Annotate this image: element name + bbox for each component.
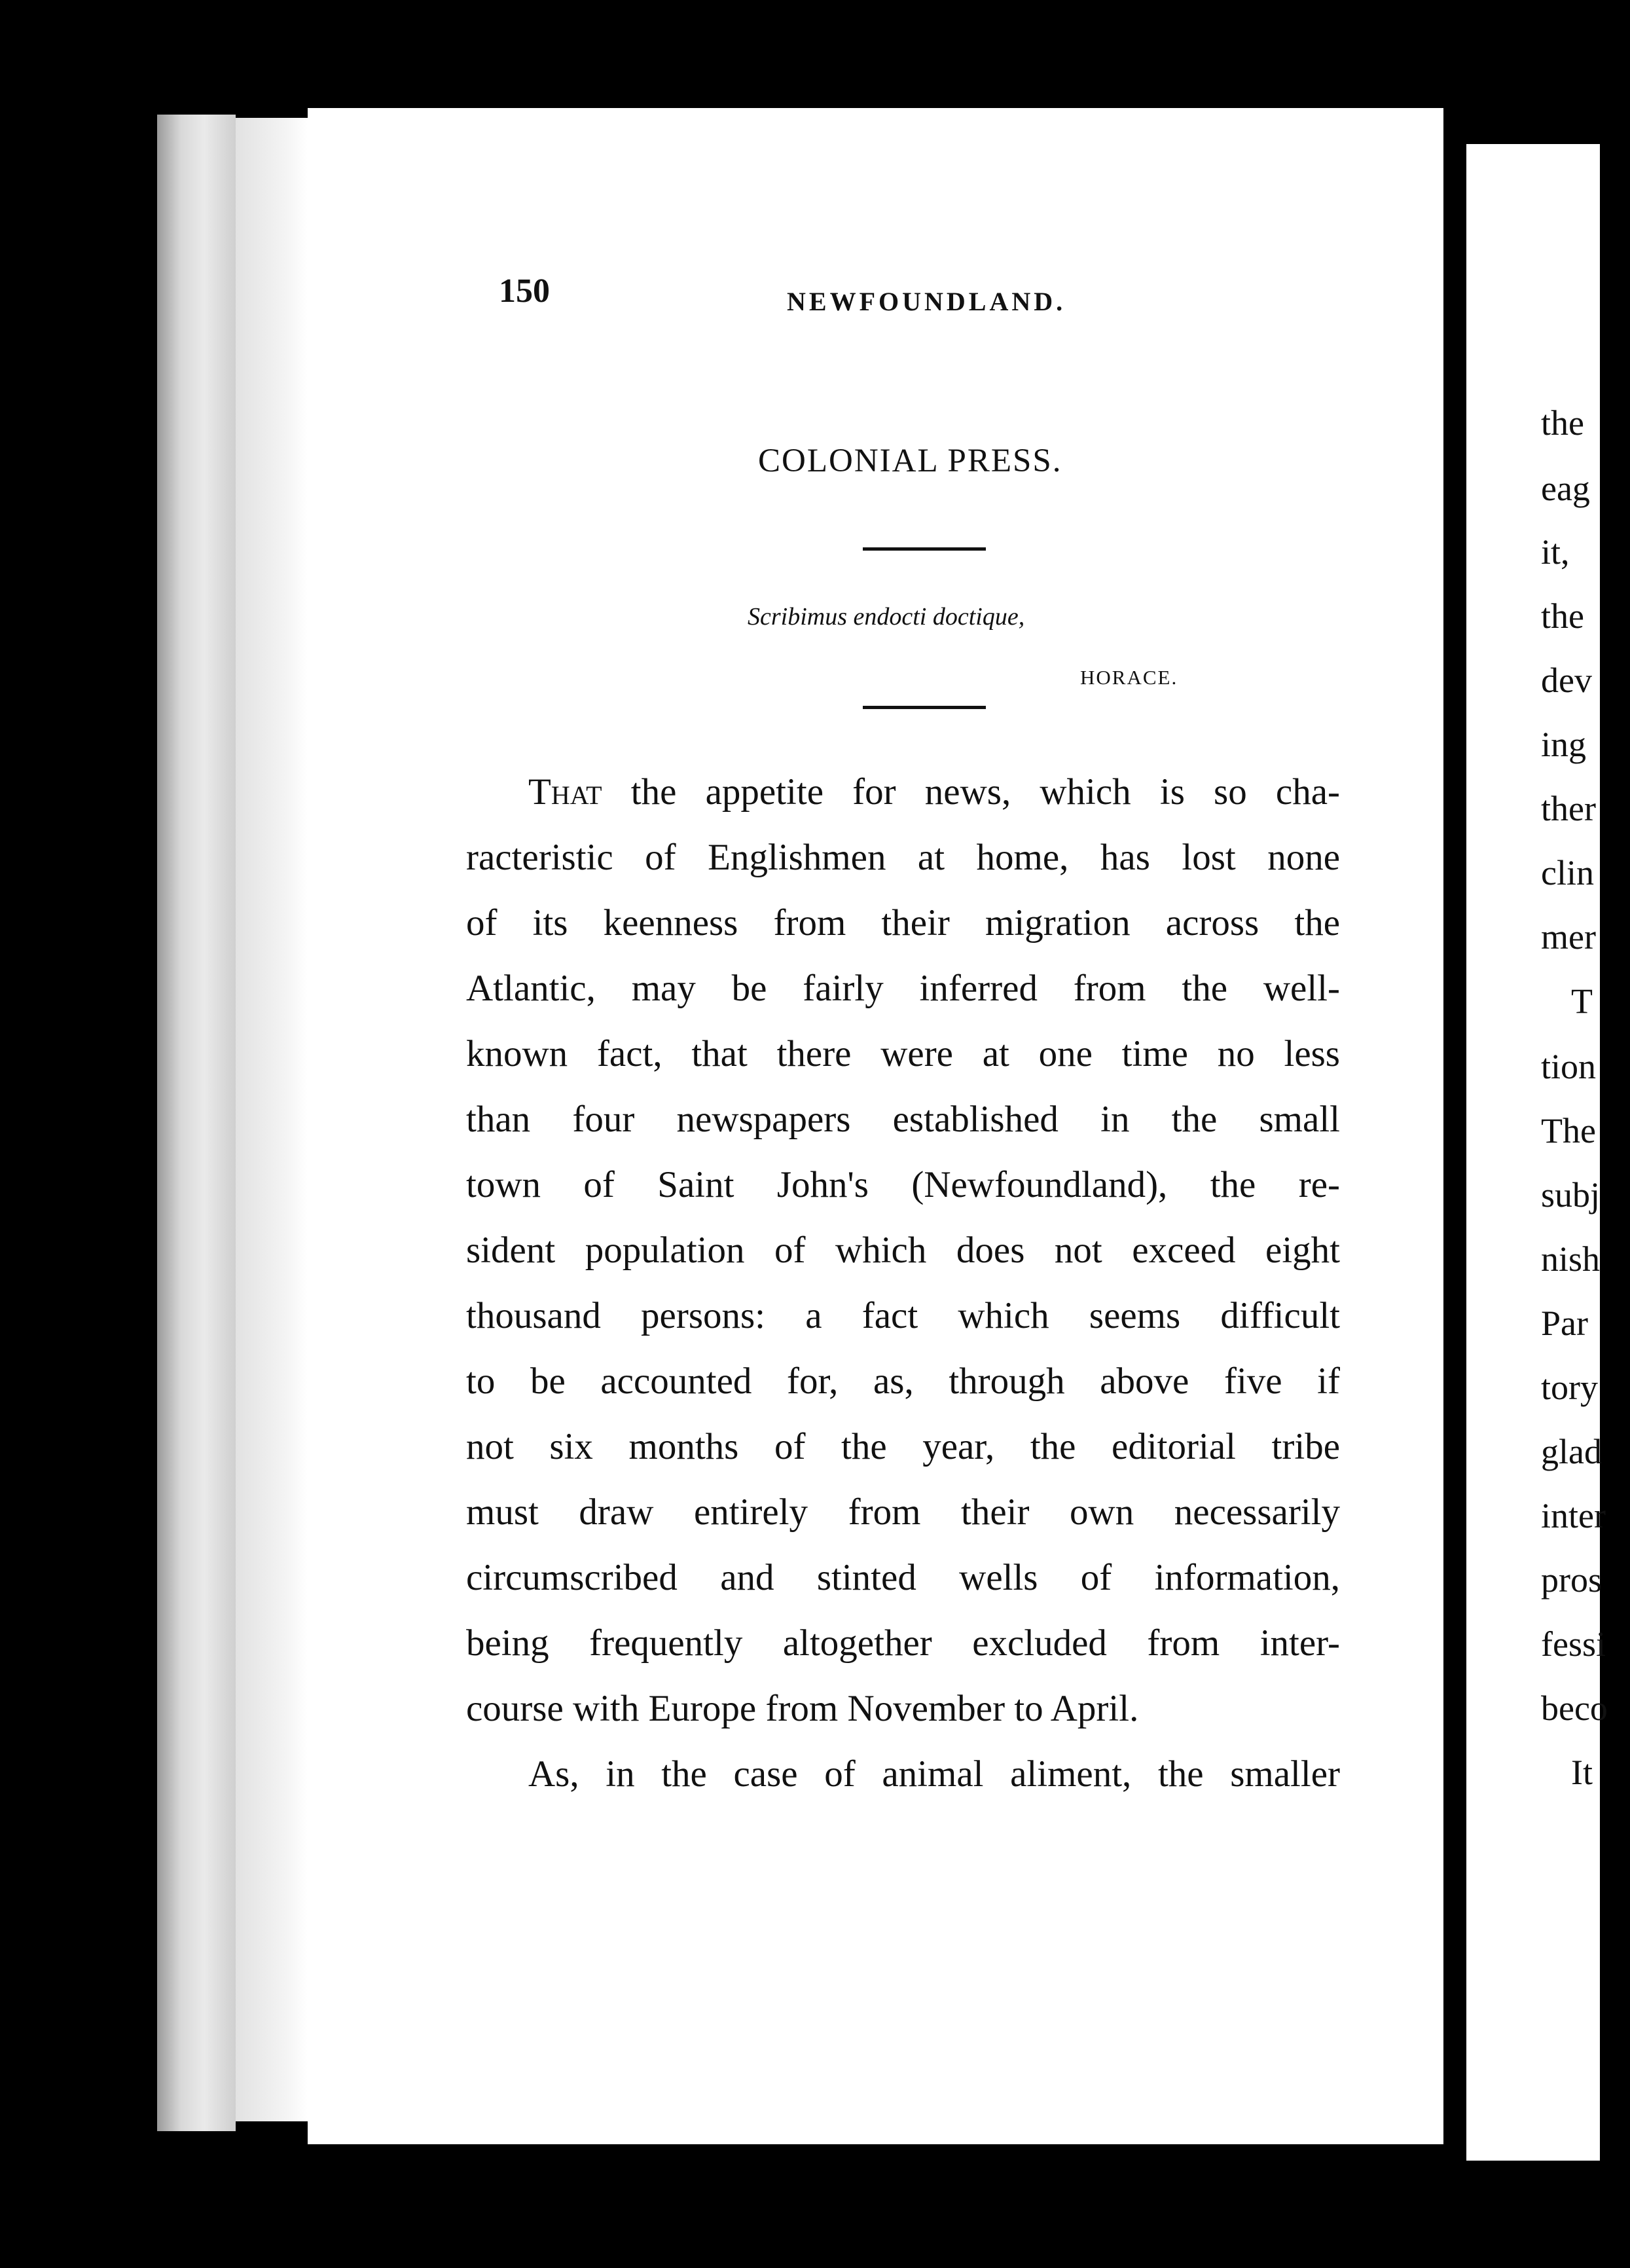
facing-fragment: The (1541, 1111, 1596, 1150)
running-title: NEWFOUNDLAND. (787, 287, 1066, 316)
book-gutter (1443, 137, 1466, 2154)
section-title: COLONIAL PRESS. (758, 443, 1062, 479)
text-line: sident population of which does not exceed eight (466, 1230, 1340, 1271)
facing-fragment: pros (1541, 1560, 1602, 1600)
facing-fragment: It (1571, 1753, 1593, 1792)
facing-fragment: clin (1541, 853, 1594, 892)
facing-fragment: beco (1541, 1689, 1608, 1728)
facing-fragment: ther (1541, 789, 1596, 828)
page-edges (236, 118, 308, 2121)
facing-fragment: dev (1541, 661, 1592, 700)
epigraph: Scribimus endocti doctique, (748, 603, 1025, 631)
text-line: town of Saint John's (Newfoundland), the re- (466, 1164, 1340, 1205)
facing-fragment: ing (1541, 725, 1587, 764)
facing-fragment: eag (1541, 469, 1590, 508)
text-line: of its keenness from their migration across the (466, 902, 1340, 943)
text-line: must draw entirely from their own necessarily (466, 1491, 1340, 1533)
facing-fragment: T (1571, 981, 1593, 1021)
facing-fragment: Par (1541, 1304, 1588, 1343)
facing-fragment: subj (1541, 1175, 1601, 1215)
text-line: known fact, that there were at one time no less (466, 1033, 1340, 1074)
facing-fragment: tion (1541, 1047, 1597, 1086)
text-line: racteristic of Englishmen at home, has lost none (466, 837, 1340, 878)
facing-fragment: the (1541, 403, 1584, 443)
running-header (499, 272, 1088, 318)
text-line: than four newspapers established in the small (466, 1099, 1340, 1140)
book-spine (157, 115, 236, 2131)
text-line: course with Europe from November to April. (466, 1688, 1139, 1729)
text-line: not six months of the year, the editorial tribe (466, 1426, 1340, 1467)
text-line: being frequently altogether excluded from inter- (466, 1622, 1340, 1664)
facing-fragment: glad (1541, 1432, 1602, 1471)
text-line: to be accounted for, as, through above five if (466, 1361, 1340, 1402)
facing-page (1466, 144, 1608, 2161)
body-text (466, 759, 1340, 1807)
facing-fragment: tory (1541, 1368, 1598, 1407)
text-line: As, in the case of animal aliment, the smaller (528, 1753, 1340, 1795)
text-line: thousand persons: a fact which seems difficult (466, 1295, 1340, 1336)
facing-fragment: fessi (1541, 1624, 1606, 1664)
text-line: Atlantic, may be fairly inferred from the well- (466, 968, 1340, 1009)
facing-fragment: it, (1541, 532, 1570, 572)
page-number: 150 (499, 272, 550, 310)
text-line: That the appetite for news, which is so cha- (528, 771, 1340, 813)
divider-rule (863, 547, 986, 551)
facing-fragment: the (1541, 596, 1584, 636)
facing-fragment: inter (1541, 1496, 1606, 1535)
lead-word: That (528, 771, 602, 813)
epigraph-attribution: HORACE. (1080, 666, 1178, 689)
facing-fragment: mer (1541, 917, 1596, 957)
facing-fragment: nish (1541, 1239, 1601, 1279)
divider-rule (863, 706, 986, 709)
text-line: circumscribed and stinted wells of information, (466, 1557, 1340, 1598)
